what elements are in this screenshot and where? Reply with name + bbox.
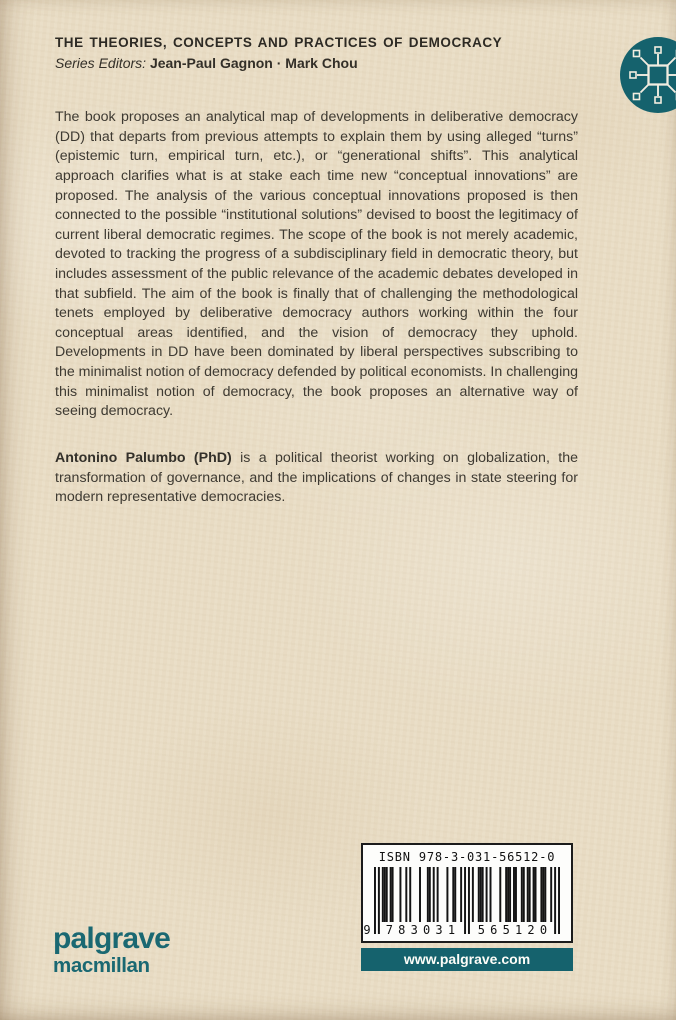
- logo-palgrave: palgrave: [53, 922, 170, 955]
- barcode-digits-right: 565120: [477, 923, 553, 937]
- palgrave-pivot-network-icon: [620, 37, 676, 113]
- publisher-website-bar: www.palgrave.com: [361, 948, 573, 971]
- series-header: [55, 34, 595, 72]
- series-editors-label: Series Editors:: [55, 55, 147, 71]
- barcode-unit: [361, 843, 573, 971]
- author-bio-text: is a political theorist working on globalization, the transformation of governance, and the implications of changes in state steering for modern representative democracies.: [55, 450, 578, 506]
- logo-macmillan: macmillan: [53, 954, 150, 977]
- ean13-barcode: [363, 867, 560, 937]
- author-bio: [55, 449, 578, 508]
- publisher-logo: [53, 924, 170, 976]
- barcode-digit-prefix: 9: [363, 923, 371, 937]
- isbn-box: [361, 843, 573, 943]
- series-editors-names: Jean-Paul Gagnon · Mark Chou: [149, 55, 358, 71]
- barcode-digits-left: 783031: [385, 923, 461, 937]
- book-blurb: The book proposes an analytical map of developments in deliberative democracy (DD) that departs from previous attempts to explain them by using alleged “turns” (epistemic turn, empirical turn, etc.), or “generational shifts”. This analytical approach clarifies what is at stake each time new “conceptual innovations” are proposed. The analysis of the various conceptual innovations proposed is then connected to the possible “institutional solutions” devised to boost the legitimacy of current liberal democratic regimes. The scope of the book is not merely academic, devoted to tracking the progress of a subdisciplinary field in democratic theory, but includes assessment of the public relevance of the academic debates developed in that subfield. The aim of the book is finally that of challenging the methodological tenets employed by deliberative democracy authors working within the four conceptual areas identified, and the vision of democracy they uphold. Developments in DD have been dominated by liberal perspectives subscribing to the minimalist notion of democracy defended by political economists. In challenging this minimalist notion of democracy, the book proposes an alternative way of seeing democracy.: [55, 109, 578, 420]
- author-name: Antonino Palumbo (PhD): [55, 450, 232, 467]
- isbn-label: ISBN 978-3-031-56512-0: [378, 850, 556, 864]
- series-title: THE THEORIES, CONCEPTS AND PRACTICES OF DEMOCRACY: [55, 35, 503, 50]
- series-editors-line: [55, 54, 595, 72]
